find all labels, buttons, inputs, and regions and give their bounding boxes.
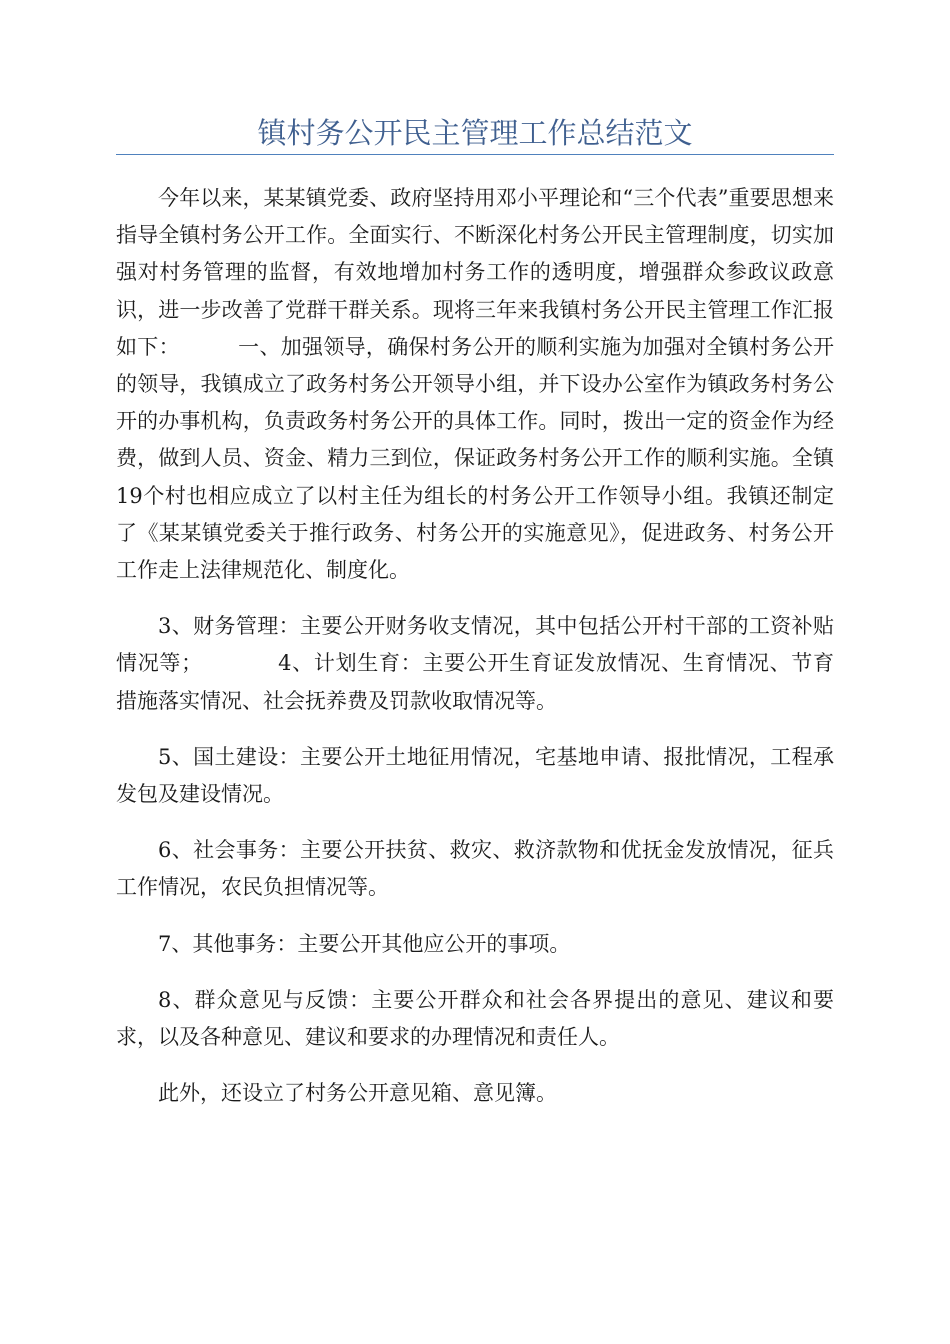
paragraph-text: 一、加强领导，确保村务公开的顺利实施为加强对全镇村务公开的领导，我镇成立了政务村务公开领导小组，并下设办公室作为镇政务村务公开的办事机构，负责政务村务公开的具体工作。同时，拨出一定的资金作为经费，做到人员、资金、精力三到位，保证政务村务公开工作的顺利实施。全镇19个村也相应成立了以村主任为组长的村务公开工作领导小组。我镇还制定了《某某镇党委关于推行政务、村务公开的实施意见》，促进政务、村务公开工作走上法律规范化、制度化。 bbox=[116, 334, 835, 583]
paragraph-text: 8、群众意见与反馈：主要公开群众和社会各界提出的意见、建议和要求，以及各种意见、建议和要求的办理情况和责任人。 bbox=[116, 987, 834, 1050]
paragraph-intro bbox=[116, 180, 834, 589]
paragraph-text: 5、国土建设：主要公开土地征用情况，宅基地申请、报批情况，工程承发包及建设情况。 bbox=[116, 744, 834, 807]
paragraph-text: 7、其他事务：主要公开其他应公开的事项。 bbox=[158, 931, 571, 956]
paragraph-feedback bbox=[116, 982, 834, 1056]
paragraph-text: 3、财务管理：主要公开财务收支情况，其中包括公开村干部的工资补贴情况等； bbox=[116, 614, 834, 676]
paragraph-finance bbox=[116, 608, 834, 720]
document-body bbox=[116, 180, 834, 1131]
paragraph-text: 今年以来，某某镇党委、政府坚持用邓小平理论和“三个代表”重要思想来指导全镇村务公开工作。全面实行、不断深化村务公开民主管理制度，切实加强对村务管理的监督，有效地增加村务工作的透明度，增强群众参政议政意识，进一步改善了党群干群关系。现将三年来我镇村务公开民主管理工作汇报如下： bbox=[116, 186, 834, 359]
title-underline bbox=[116, 154, 834, 155]
paragraph-social bbox=[116, 832, 834, 906]
paragraph-closing bbox=[116, 1075, 834, 1112]
paragraph-text: 4、计划生育：主要公开生育证发放情况、生育情况、节育措施落实情况、社会抚养费及罚款收取情况等。 bbox=[116, 651, 835, 713]
document-title: 镇村务公开民主管理工作总结范文 bbox=[257, 116, 693, 150]
paragraph-text: 6、社会事务：主要公开扶贫、救灾、救济款物和优抚金发放情况，征兵工作情况，农民负担情况等。 bbox=[116, 838, 834, 900]
paragraph-land bbox=[116, 739, 834, 813]
paragraph-text: 此外，还设立了村务公开意见箱、意见簿。 bbox=[158, 1081, 557, 1106]
paragraph-other bbox=[116, 926, 834, 963]
